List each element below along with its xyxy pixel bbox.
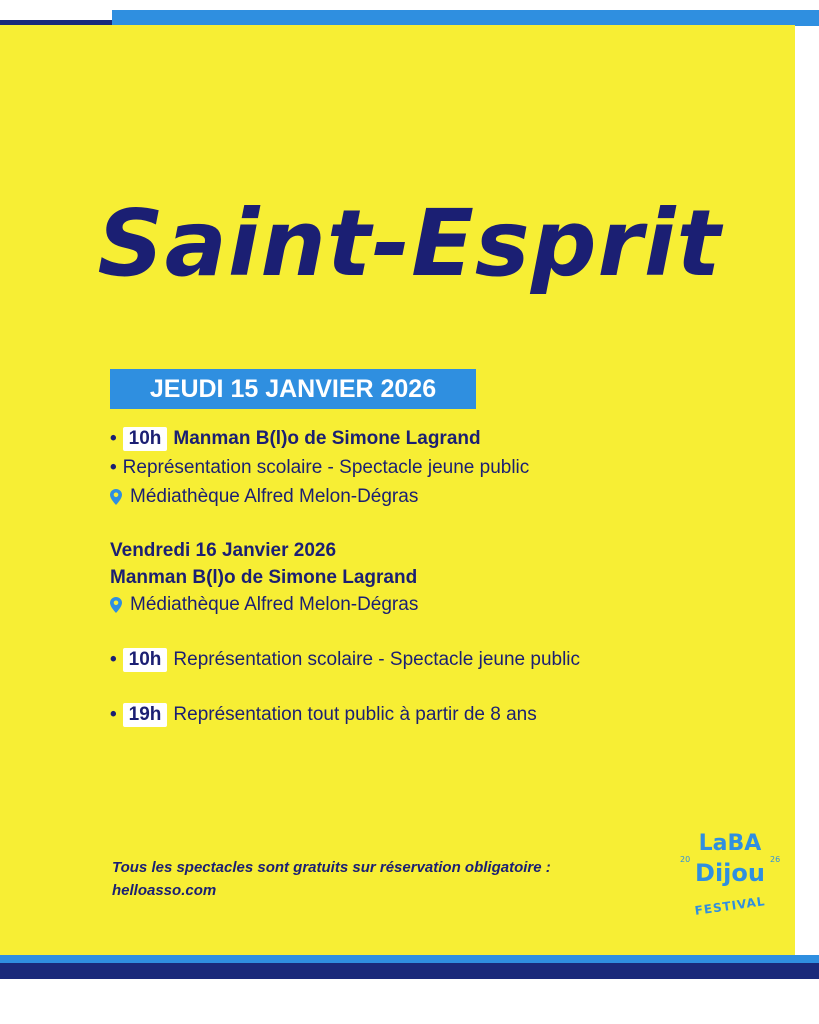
logo-year-right: 26: [770, 855, 781, 864]
bullet: •: [110, 457, 117, 478]
session-label: Représentation tout public à partir de 8 ans: [173, 704, 537, 725]
logo-text-top: LaBA: [698, 831, 762, 856]
bullet: •: [110, 649, 117, 670]
bullet: •: [110, 428, 117, 449]
time-chip: 19h: [123, 703, 168, 727]
bottom-navy-bar: [0, 963, 819, 979]
day2-venue: [110, 594, 418, 616]
day2-date-text: Vendredi 16 Janvier 2026: [110, 540, 337, 561]
top-blue-bar: [112, 10, 819, 26]
venue-name: Médiathèque Alfred Melon-Dégras: [130, 486, 419, 507]
day2-session: [110, 648, 580, 672]
session-label: Représentation scolaire - Spectacle jeune public: [173, 649, 581, 670]
day2-show: [110, 567, 417, 589]
festival-logo: [672, 826, 787, 921]
logo-caption: FESTIVAL: [693, 894, 767, 918]
bullet: •: [110, 704, 117, 725]
location-pin-icon: [110, 597, 122, 613]
festival-logo-graphic: [672, 826, 787, 921]
day1-venue: [110, 486, 418, 508]
show-title: Manman B(l)o de Simone Lagrand: [173, 428, 481, 449]
venue-name: Médiathèque Alfred Melon-Dégras: [130, 594, 419, 615]
page-title: Saint-Esprit: [97, 190, 722, 297]
logo-year-left: 20: [680, 855, 691, 864]
day2-session: [110, 703, 537, 727]
day1-type: [110, 457, 529, 479]
day2-date: [110, 540, 336, 562]
footer-note: [112, 856, 551, 902]
logo-text-mid: Dijou: [695, 859, 765, 887]
location-pin-icon: [110, 489, 122, 505]
date-banner-day1: JEUDI 15 JANVIER 2026: [110, 369, 476, 409]
footer-line: Tous les spectacles sont gratuits sur réservation obligatoire :: [112, 859, 551, 876]
day1-session: [110, 427, 481, 451]
time-chip: 10h: [123, 648, 168, 672]
session-type: Représentation scolaire - Spectacle jeune public: [122, 457, 530, 478]
show-title: Manman B(l)o de Simone Lagrand: [110, 567, 418, 588]
time-chip: 10h: [123, 427, 168, 451]
footer-link[interactable]: helloasso.com: [112, 882, 217, 899]
